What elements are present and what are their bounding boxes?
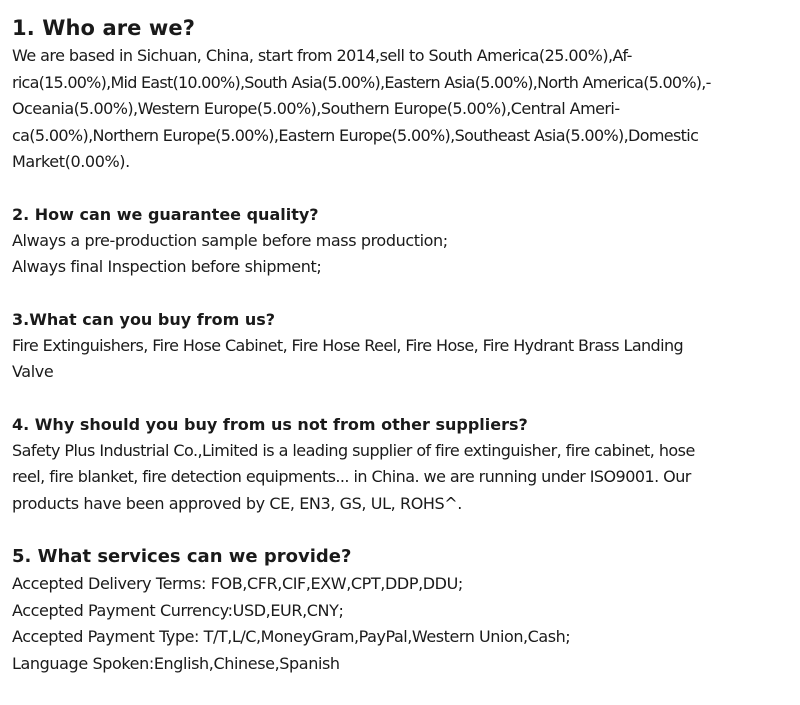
section-heading: 5. What services can we provide?: [12, 546, 352, 567]
body-line: Always a pre-production sample before mass production;: [12, 230, 448, 250]
section-who-are-we: [12, 14, 788, 176]
body-line: We are based in Sichuan, China, start from 2014,sell to South America(25.00%),Af-: [12, 46, 632, 65]
body-line: Always final Inspection before shipment;: [12, 257, 322, 276]
section-heading: 3.What can you buy from us?: [12, 309, 276, 329]
section-heading: 1. Who are we?: [12, 16, 196, 40]
section-why-us: [12, 412, 788, 518]
body-line: Fire Extinguishers, Fire Hose Cabinet, Fire Hose Reel, Fire Hose, Fire Hydrant Brass Landing: [12, 335, 684, 355]
spacer: [12, 517, 788, 543]
section-products: [12, 307, 788, 386]
body-line: Accepted Payment Currency:USD,EUR,CNY;: [12, 600, 344, 620]
section-heading: 2. How can we guarantee quality?: [12, 204, 319, 224]
body-line: rica(15.00%),Mid East(10.00%),South Asia(5.00%),Eastern Asia(5.00%),North America(5.00%),-: [12, 72, 711, 92]
body-line: products have been approved by CE, EN3, GS, UL, ROHS^.: [12, 493, 462, 513]
spacer: [12, 281, 788, 307]
body-line: reel, fire blanket, fire detection equipments... in China. we are running under ISO9001. Our: [12, 467, 691, 486]
body-line: Language Spoken:English,Chinese,Spanish: [12, 653, 340, 673]
body-line: Valve: [12, 362, 54, 381]
spacer: [12, 386, 788, 412]
section-heading: 4. Why should you buy from us not from other suppliers?: [12, 414, 528, 434]
section-quality: [12, 202, 788, 281]
body-line: ca(5.00%),Northern Europe(5.00%),Eastern Europe(5.00%),Southeast Asia(5.00%),Domestic: [12, 125, 699, 145]
spacer: [12, 176, 788, 202]
body-line: Accepted Payment Type: T/T,L/C,MoneyGram,PayPal,Western Union,Cash;: [12, 627, 571, 646]
body-line: Market(0.00%).: [12, 152, 130, 171]
body-line: Accepted Delivery Terms: FOB,CFR,CIF,EXW,CPT,DDP,DDU;: [12, 574, 463, 593]
section-services: [12, 543, 788, 677]
body-line: Safety Plus Industrial Co.,Limited is a leading supplier of fire extinguisher, fire cabinet, hose: [12, 440, 695, 460]
body-line: Oceania(5.00%),Western Europe(5.00%),Southern Europe(5.00%),Central Ameri-: [12, 99, 620, 118]
